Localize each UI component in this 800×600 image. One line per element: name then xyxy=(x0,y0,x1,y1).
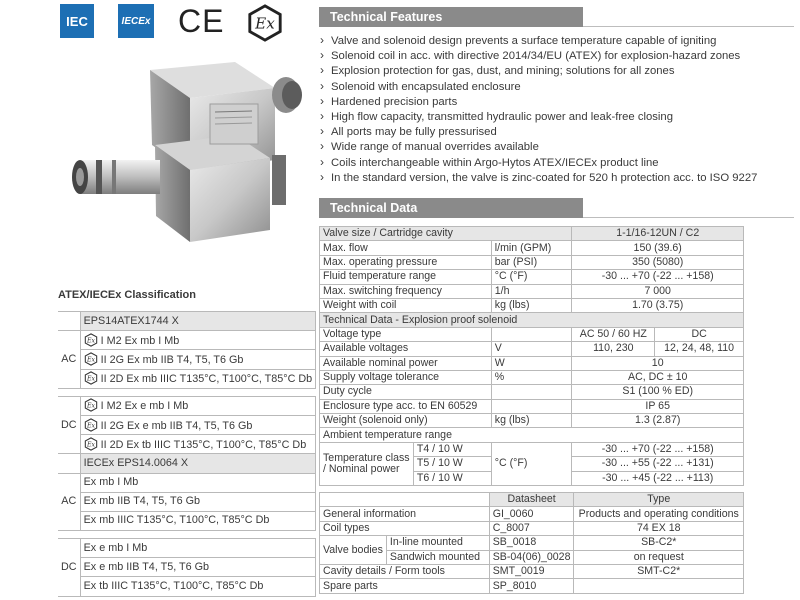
table-row xyxy=(58,492,316,511)
iecex-ac-entry: Ex mb I Mb xyxy=(80,473,316,492)
techdata-header-rule xyxy=(583,217,794,218)
datasheet-code: GI_0060 xyxy=(489,507,574,521)
temperature-range: -30 ... +55 (-22 ... +131) xyxy=(572,457,744,471)
technical-data-title: Technical Data xyxy=(330,201,418,215)
valve-product-image xyxy=(60,60,310,260)
column-header-datasheet: Datasheet xyxy=(489,493,574,507)
table-row xyxy=(58,473,316,492)
atex-ac-text: I M2 Ex mb I Mb xyxy=(100,334,180,347)
row-label: Weight with coil xyxy=(320,298,492,312)
row-label: Available voltages xyxy=(320,342,492,356)
spacer xyxy=(58,531,316,539)
table-row xyxy=(58,454,316,473)
row-label: Supply voltage tolerance xyxy=(320,370,492,384)
table-row xyxy=(320,507,744,521)
atex-ac-entry xyxy=(80,331,316,350)
row-unit: 1/h xyxy=(491,284,572,298)
row-unit: l/min (GPM) xyxy=(491,241,572,255)
table-row xyxy=(320,327,744,341)
svg-text:Ex: Ex xyxy=(86,337,95,345)
ce-mark xyxy=(178,3,228,39)
ex-hexagon-icon xyxy=(84,418,98,432)
table-row xyxy=(58,539,316,558)
header-empty xyxy=(320,493,490,507)
atex-dc-entry xyxy=(80,415,316,434)
technical-features-title: Technical Features xyxy=(330,10,443,24)
group-empty xyxy=(58,454,80,473)
sub-row-label: In-line mounted xyxy=(386,536,489,550)
ex-hexagon-icon xyxy=(84,371,98,385)
table-row xyxy=(320,227,744,241)
temperature-range: -30 ... +70 (-22 ... +158) xyxy=(572,442,744,456)
row-value: 1.3 (2.87) xyxy=(572,414,744,428)
svg-text:Ex: Ex xyxy=(255,14,275,33)
datasheet-code: SMT_0019 xyxy=(489,564,574,578)
row-value: -30 ... +70 (-22 ... +158) xyxy=(572,270,744,284)
datasheet-code: SB-04(06)_0028 xyxy=(489,550,574,564)
dc-group-label: DC xyxy=(58,396,80,454)
row-value: AC, DC ± 10 xyxy=(572,370,744,384)
iec-logo xyxy=(60,4,94,38)
table-row xyxy=(320,399,744,413)
type-value xyxy=(574,579,744,593)
feature-item: › Coils interchangeable within Argo-Hytos ATEX/IECEx product line xyxy=(319,156,794,171)
table-row xyxy=(58,511,316,530)
row-label: Spare parts xyxy=(320,579,490,593)
row-label: General information xyxy=(320,507,490,521)
iecex-ac-entry: Ex mb IIIC T135°C, T100°C, T85°C Db xyxy=(80,511,316,530)
ce-mark-text: CE xyxy=(178,3,225,39)
feature-item: › Valve and solenoid design prevents a surface temperature capable of igniting xyxy=(319,34,794,49)
iecex-dc-entry: Ex e mb IIB T4, T5, T6 Gb xyxy=(80,558,316,577)
temperature-class-value: T5 / 10 W xyxy=(413,457,491,471)
atex-dc-entry xyxy=(80,396,316,415)
ac-group-label: AC xyxy=(58,473,80,531)
feature-item: › Explosion protection for gas, dust, and mining; solutions for all zones xyxy=(319,64,794,79)
iecex-ac-entry: Ex mb IIB T4, T5, T6 Gb xyxy=(80,492,316,511)
atex-ac-text: II 2G Ex mb IIB T4, T5, T6 Gb xyxy=(100,353,244,366)
row-label: Available nominal power xyxy=(320,356,492,370)
table-row xyxy=(58,577,316,596)
technical-features-header xyxy=(319,7,583,27)
datasheet-code: C_8007 xyxy=(489,521,574,535)
row-value-dc: DC xyxy=(655,327,744,341)
table-row xyxy=(320,428,744,442)
spacer-row xyxy=(58,388,316,396)
ex-hexagon-icon xyxy=(84,437,98,451)
technical-data-header xyxy=(319,198,583,218)
temperature-class-label: Temperature class / Nominal power xyxy=(320,442,414,485)
sub-row-label: Sandwich mounted xyxy=(386,550,489,564)
spacer xyxy=(58,388,316,396)
row-unit xyxy=(491,385,572,399)
column-header-type: Type xyxy=(574,493,744,507)
table-row xyxy=(320,536,744,550)
datasheet-code: SB_0018 xyxy=(489,536,574,550)
atex-classification-table xyxy=(58,311,316,597)
row-label: Max. switching frequency xyxy=(320,284,492,298)
table-row xyxy=(58,369,316,388)
features-header-rule xyxy=(583,26,794,27)
spacer-row xyxy=(58,531,316,539)
temperature-range: -30 ... +45 (-22 ... +113) xyxy=(572,471,744,485)
row-unit: kg (lbs) xyxy=(491,298,572,312)
temperature-class-value: T6 / 10 W xyxy=(413,471,491,485)
row-value: 150 (39.6) xyxy=(572,241,744,255)
table-row xyxy=(320,356,744,370)
temperature-unit: °C (°F) xyxy=(491,442,572,485)
svg-text:Ex: Ex xyxy=(86,441,95,449)
type-value: SMT-C2* xyxy=(574,564,744,578)
ex-hexagon-icon xyxy=(246,4,284,42)
feature-item: › High flow capacity, transmitted hydraulic power and leak-free closing xyxy=(319,110,794,125)
iecex-logo-text: IECEx xyxy=(121,15,151,27)
row-unit: °C (°F) xyxy=(491,270,572,284)
svg-text:Ex: Ex xyxy=(86,375,95,383)
row-value: IP 65 xyxy=(572,399,744,413)
table-row xyxy=(320,255,744,269)
row-label: Duty cycle xyxy=(320,385,492,399)
feature-item: › In the standard version, the valve is zinc-coated for 520 h protection acc. to ISO 9227 xyxy=(319,171,794,186)
type-value: Products and operating conditions xyxy=(574,507,744,521)
iecex-logo xyxy=(118,4,154,38)
iec-logo-text: IEC xyxy=(66,13,88,29)
ex-hexagon-icon xyxy=(84,398,98,412)
atex-classification-title: ATEX/IECEx Classification xyxy=(58,289,196,301)
row-label: Cavity details / Form tools xyxy=(320,564,490,578)
type-value: SB-C2* xyxy=(574,536,744,550)
table-row xyxy=(58,312,316,331)
temperature-class-value: T4 / 10 W xyxy=(413,442,491,456)
table-row xyxy=(320,385,744,399)
certification-logos xyxy=(60,4,290,48)
features-list xyxy=(319,34,794,186)
table-row xyxy=(320,493,744,507)
atex-ac-text: II 2D Ex mb IIIC T135°C, T100°C, T85°C Db xyxy=(100,373,313,386)
table-row xyxy=(320,579,744,593)
row-value-dc: 12, 24, 48, 110 xyxy=(655,342,744,356)
row-unit: kg (lbs) xyxy=(491,414,572,428)
table-row xyxy=(320,284,744,298)
row-value-ac: 110, 230 xyxy=(572,342,655,356)
ex-hexagon-icon xyxy=(84,333,98,347)
iecex-certificate: IECEx EPS14.0064 X xyxy=(80,454,316,473)
table-row xyxy=(320,270,744,284)
table-row xyxy=(58,558,316,577)
table-row xyxy=(320,414,744,428)
feature-item: › Solenoid coil in acc. with directive 2014/34/EU (ATEX) for explosion-hazard zones xyxy=(319,49,794,64)
dc-group-label: DC xyxy=(58,539,80,597)
table-row xyxy=(58,435,316,454)
row-label: Coil types xyxy=(320,521,490,535)
row-value: 1.70 (3.75) xyxy=(572,298,744,312)
table-row xyxy=(320,313,744,327)
documents-table xyxy=(319,492,744,594)
row-value: 350 (5080) xyxy=(572,255,744,269)
table-row xyxy=(58,396,316,415)
iecex-dc-entry: Ex tb IIIC T135°C, T100°C, T85°C Db xyxy=(80,577,316,596)
row-label: Fluid temperature range xyxy=(320,270,492,284)
row-label: Enclosure type acc. to EN 60529 xyxy=(320,399,492,413)
row-label: Max. flow xyxy=(320,241,492,255)
type-value: 74 EX 18 xyxy=(574,521,744,535)
iecex-dc-entry: Ex e mb I Mb xyxy=(80,539,316,558)
table-row xyxy=(320,298,744,312)
table-row xyxy=(320,521,744,535)
row-value: 7 000 xyxy=(572,284,744,298)
table-row xyxy=(320,370,744,384)
table-row xyxy=(320,342,744,356)
group-empty xyxy=(58,312,80,331)
atex-dc-text: II 2G Ex e mb IIB T4, T5, T6 Gb xyxy=(100,419,253,432)
row-unit: % xyxy=(491,370,572,384)
technical-data-table xyxy=(319,226,744,486)
valve-size-value: 1-1/16-12UN / C2 xyxy=(572,227,744,241)
ac-group-label: AC xyxy=(58,331,80,389)
table-row xyxy=(58,331,316,350)
row-value: 10 xyxy=(572,356,744,370)
row-value: S1 (100 % ED) xyxy=(572,385,744,399)
row-label: Max. operating pressure xyxy=(320,255,492,269)
row-unit: V xyxy=(491,342,572,356)
svg-text:Ex: Ex xyxy=(86,422,95,430)
feature-item: › All ports may be fully pressurised xyxy=(319,125,794,140)
feature-item: › Wide range of manual overrides available xyxy=(319,140,794,155)
datasheet-code: SP_8010 xyxy=(489,579,574,593)
table-row xyxy=(320,241,744,255)
table-row xyxy=(320,564,744,578)
valve-size-label: Valve size / Cartridge cavity xyxy=(320,227,572,241)
row-label: Weight (solenoid only) xyxy=(320,414,492,428)
table-row xyxy=(58,350,316,369)
row-unit: bar (PSI) xyxy=(491,255,572,269)
atex-dc-text: I M2 Ex e mb I Mb xyxy=(100,400,189,413)
row-label: Valve bodies xyxy=(320,536,387,565)
row-unit xyxy=(491,327,572,341)
row-value-ac: AC 50 / 60 HZ xyxy=(572,327,655,341)
ambient-temperature-header: Ambient temperature range xyxy=(320,428,744,442)
atex-certificate: EPS14ATEX1744 X xyxy=(80,312,316,331)
atex-dc-text: II 2D Ex tb IIIC T135°C, T100°C, T85°C Db xyxy=(100,438,307,451)
feature-item: › Solenoid with encapsulated enclosure xyxy=(319,80,794,95)
atex-ac-entry xyxy=(80,350,316,369)
solenoid-section-header: Technical Data - Explosion proof solenoid xyxy=(320,313,744,327)
table-row xyxy=(320,442,744,456)
row-label: Voltage type xyxy=(320,327,492,341)
svg-text:Ex: Ex xyxy=(86,356,95,364)
svg-text:Ex: Ex xyxy=(86,402,95,410)
atex-dc-entry xyxy=(80,435,316,454)
feature-item: › Hardened precision parts xyxy=(319,95,794,110)
row-unit xyxy=(491,399,572,413)
type-value: on request xyxy=(574,550,744,564)
ex-hexagon-icon xyxy=(84,352,98,366)
atex-ac-entry xyxy=(80,369,316,388)
row-unit: W xyxy=(491,356,572,370)
table-row xyxy=(58,415,316,434)
